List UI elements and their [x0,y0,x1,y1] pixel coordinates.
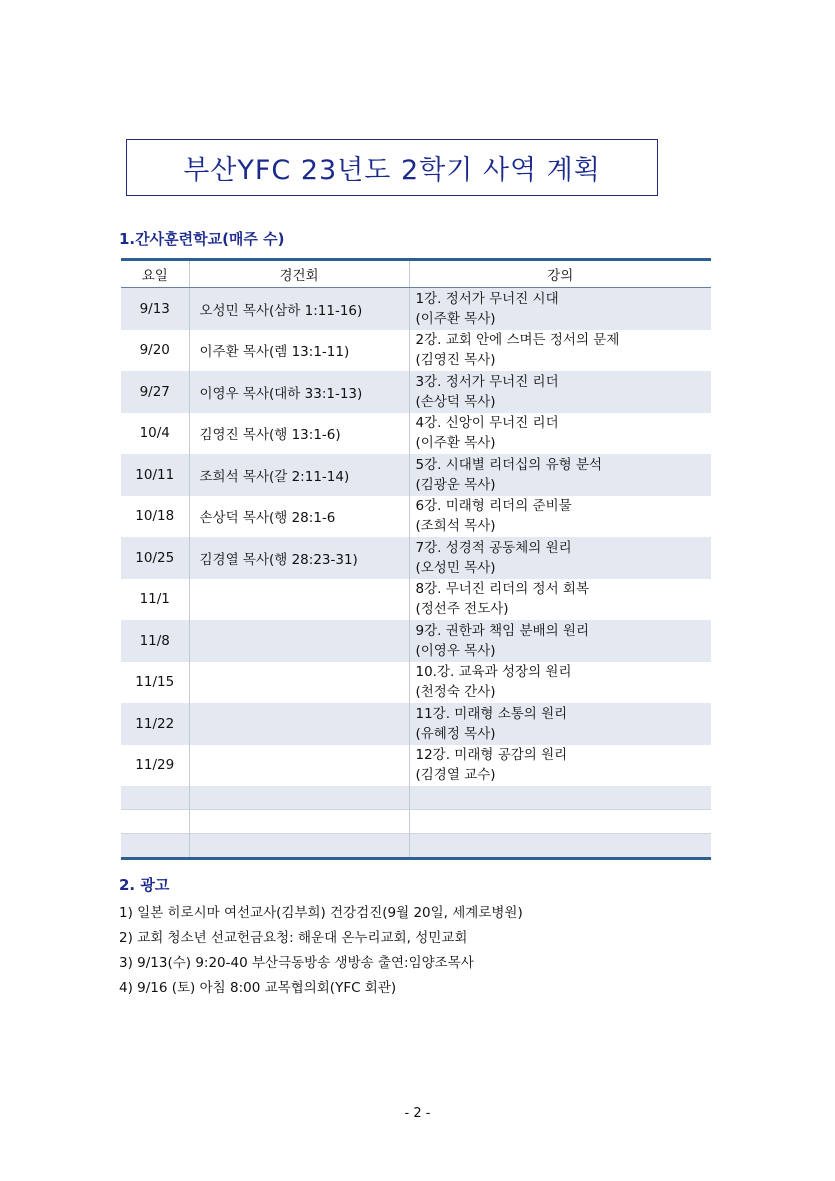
column-header-devotion: 경건회 [189,260,409,288]
row-lecture [409,371,711,413]
blank-row [121,834,711,859]
row-date: 9/20 [139,342,170,359]
lecture-speaker: (이주환 목사) [415,310,496,327]
lecture-speaker: (유혜정 목사) [415,725,496,742]
row-date: 11/8 [121,620,189,662]
row-devotion-leader [189,662,409,704]
lecture-title: 12강. 미래형 공감의 원리 [415,747,568,764]
section1-heading: 1.간사훈련학교(매주 수) [119,230,285,248]
lecture-title: 8강. 무너진 리더의 정서 회복 [415,581,589,598]
row-lecture [409,413,711,455]
row-lecture [409,703,711,745]
notice-list [119,903,523,1003]
lecture-title: 2강. 교회 안에 스며든 정서의 문제 [415,332,620,349]
row-lecture [409,454,711,496]
table-row [121,745,711,787]
blank-row [121,810,711,834]
table-row [121,496,711,538]
row-date: 10/18 [135,508,175,525]
row-lecture [409,537,711,579]
table-row [121,413,711,455]
lecture-speaker: (오성민 목사) [415,559,496,576]
lecture-speaker: (이주환 목사) [415,435,496,452]
row-date: 11/22 [121,703,189,745]
row-devotion-leader [189,579,409,621]
row-lecture [409,330,711,372]
lecture-title: 6강. 미래형 리더의 준비물 [415,498,572,515]
lecture-speaker: (정선주 전도사) [415,601,509,618]
lecture-speaker: (김영진 목사) [415,352,496,369]
column-header-day: 요일 [121,260,189,288]
row-devotion-leader: 김경열 목사(행 28:23-31) [189,537,409,579]
row-devotion-leader: 오성민 목사(삼하 1:11-16) [189,288,409,330]
lecture-title: 3강. 정서가 무너진 리더 [415,373,559,390]
notice-item: 4) 9/16 (토) 아침 8:00 교목협의회(YFC 회관) [119,980,397,996]
table-row [121,330,711,372]
lecture-speaker: (손상덕 목사) [415,393,496,410]
table-header-row [121,260,711,288]
row-date: 11/1 [139,591,170,608]
row-devotion-leader [189,703,409,745]
row-lecture [409,620,711,662]
notice-item: 1) 일본 히로시마 여선교사(김부희) 건강검진(9월 20일, 세계로병원) [119,905,523,921]
lecture-title: 5강. 시대별 리더십의 유형 분석 [415,456,603,473]
row-date: 11/15 [135,674,175,691]
row-devotion-leader: 이주환 목사(렘 13:1-11) [189,330,409,372]
section2-heading: 2. 광고 [119,876,170,894]
row-date: 10/25 [121,537,189,579]
title-box [126,139,658,196]
table-row [121,288,711,330]
page-number: - 2 - [404,1106,431,1121]
schedule-table [121,258,711,860]
row-devotion-leader [189,745,409,787]
row-lecture [409,579,711,621]
table-row [121,454,711,496]
blank-row [121,786,711,810]
table-row [121,662,711,704]
row-date: 11/29 [135,757,175,774]
page-title: 부산YFC 23년도 2학기 사역 계획 [183,155,601,186]
row-date: 10/4 [139,425,170,442]
row-lecture [409,496,711,538]
row-devotion-leader [189,620,409,662]
table-row [121,620,711,662]
column-header-lecture: 강의 [409,260,711,288]
row-date: 10/11 [121,454,189,496]
lecture-speaker: (김광운 목사) [415,476,496,493]
lecture-title: 9강. 권한과 책임 분배의 원리 [415,622,589,639]
lecture-title: 4강. 신앙이 무너진 리더 [415,415,559,432]
lecture-title: 7강. 성경적 공동체의 원리 [415,539,572,556]
row-devotion-leader: 손상덕 목사(행 28:1-6 [189,496,409,538]
table-row [121,703,711,745]
notice-item: 3) 9/13(수) 9:20-40 부산극동방송 생방송 출연:임양조목사 [119,955,474,971]
lecture-title: 10.강. 교육과 성장의 원리 [415,664,572,681]
row-lecture [409,745,711,787]
lecture-title: 11강. 미래형 소통의 원리 [415,705,568,722]
row-date: 9/27 [121,371,189,413]
row-lecture [409,662,711,704]
row-devotion-leader: 조희석 목사(갈 2:11-14) [189,454,409,496]
lecture-title: 1강. 정서가 무너진 시대 [415,290,559,307]
lecture-speaker: (천정숙 간사) [415,684,496,701]
notice-item: 2) 교회 청소년 선교헌금요청: 해운대 온누리교회, 성민교회 [119,930,468,946]
table-row [121,537,711,579]
lecture-speaker: (조희석 목사) [415,518,496,535]
table-row [121,579,711,621]
table-row [121,371,711,413]
row-lecture [409,288,711,330]
row-devotion-leader: 김영진 목사(행 13:1-6) [189,413,409,455]
row-date: 9/13 [121,288,189,330]
lecture-speaker: (이영우 목사) [415,642,496,659]
row-devotion-leader: 이영우 목사(대하 33:1-13) [189,371,409,413]
lecture-speaker: (김경열 교수) [415,767,496,784]
